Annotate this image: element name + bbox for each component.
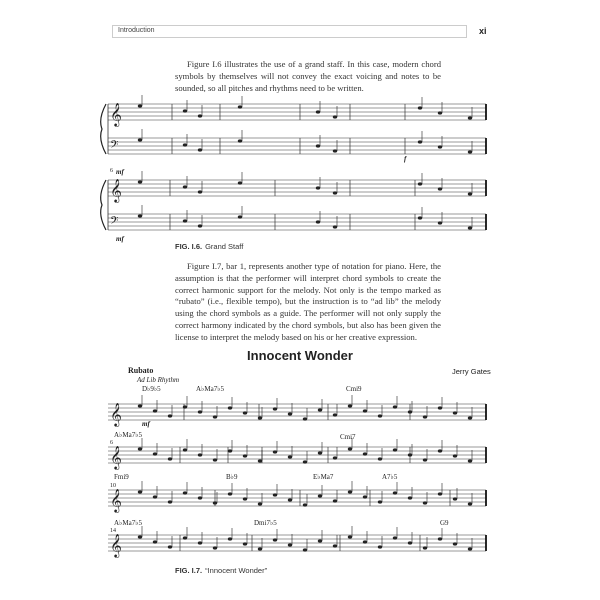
notehead [198,114,202,117]
notehead [333,191,337,194]
notehead [153,409,157,412]
chord-symbol: B♭9 [226,473,238,481]
notehead [438,111,442,114]
measure-number: 10 [110,483,116,489]
composer: Jerry Gates [452,367,491,376]
notehead [303,417,307,420]
notehead [168,545,172,548]
notehead [418,216,422,219]
notehead [333,115,337,118]
notehead [468,459,472,462]
notehead [168,457,172,460]
notehead [333,413,337,416]
paragraph-2: Figure I.7, bar 1, represents another type of notation for piano. Here, the assumption is that the performer will interpret chord symbols to create the correct harmonic support for the melody. Not only is the tempo marked as “rubato” (i.e., flexible tempo), but the instruction is to “ad lib” the melody using the chord symbols as a guide. The performer will not only supply the correct harmony indicated by the chord symbols, but also has been given the license to interpret the melody based on his or her creative expression. [175,261,441,342]
notehead [168,500,172,503]
dynamic-mf: mf [142,420,150,428]
notehead [348,490,352,493]
notehead [393,491,397,494]
notehead [348,447,352,450]
notehead [238,215,242,218]
notehead [453,454,457,457]
chord-symbol: G9 [440,519,449,527]
chord-symbol: A♭Ma7♭5 [114,431,142,439]
notehead [423,415,427,418]
notehead [198,496,202,499]
notehead [316,186,320,189]
measure-number: 6 [110,168,113,174]
notehead [183,405,187,408]
notehead [183,536,187,539]
notehead [138,180,142,183]
treble-clef-icon: 𝄞 [110,533,122,557]
notehead [183,491,187,494]
notehead [316,110,320,113]
notehead [468,547,472,550]
notehead [333,225,337,228]
notehead [418,140,422,143]
notehead [198,148,202,151]
figure-caption-2: FIG. I.7. “Innocent Wonder” [175,566,268,575]
notehead [393,536,397,539]
notehead [423,546,427,549]
tempo-marking: Rubato [128,366,154,375]
notehead [318,451,322,454]
notehead [468,150,472,153]
notehead [228,537,232,540]
notehead [228,406,232,409]
brace [101,104,106,154]
notehead [408,453,412,456]
treble-clef-icon: 𝄞 [110,488,122,512]
notehead [348,535,352,538]
notehead [243,411,247,414]
measure-number: 14 [110,528,116,534]
notehead [228,492,232,495]
notehead [348,404,352,407]
notehead [273,538,277,541]
notehead [468,116,472,119]
chord-symbol: D♭9♭5 [142,385,161,393]
notehead [318,494,322,497]
notehead [213,546,217,549]
notehead [183,219,187,222]
notehead [423,501,427,504]
notehead [318,539,322,542]
notehead [333,149,337,152]
notehead [288,455,292,458]
notehead [468,192,472,195]
notehead [198,541,202,544]
chord-symbol: E♭Ma7 [313,473,334,481]
notehead [438,221,442,224]
notehead [438,537,442,540]
notehead [393,405,397,408]
notehead [378,545,382,548]
notehead [273,450,277,453]
notehead [363,495,367,498]
bass-clef-icon: 𝄢 [110,139,119,154]
notehead [453,411,457,414]
notehead [303,503,307,506]
notehead [168,414,172,417]
notehead [453,497,457,500]
notehead [333,499,337,502]
notehead [198,224,202,227]
notehead [238,139,242,142]
notehead [288,543,292,546]
notehead [243,542,247,545]
figure-caption-1: FIG. I.6. Grand Staff [175,242,244,251]
notehead [363,452,367,455]
notehead [273,407,277,410]
notehead [468,226,472,229]
measure-number: 6 [110,440,113,446]
notehead [438,145,442,148]
notehead [316,220,320,223]
page-number: xi [479,26,487,36]
notehead [333,544,337,547]
notehead [138,104,142,107]
notehead [153,540,157,543]
chord-symbol: Cmi7 [340,433,356,441]
notehead [198,190,202,193]
ad-lib-instruction: Ad Lib Rhythm [137,376,179,384]
notehead [183,185,187,188]
notehead [288,412,292,415]
notehead [228,449,232,452]
notehead [273,493,277,496]
notehead [258,459,262,462]
dynamic-mf: mf [116,168,124,176]
notehead [153,452,157,455]
chord-symbol: Fmi9 [114,473,129,481]
notehead [378,457,382,460]
notehead [333,456,337,459]
notehead [408,496,412,499]
dynamic-f: f [404,155,407,163]
notehead [316,144,320,147]
notehead [153,495,157,498]
notehead [138,535,142,538]
notehead [138,447,142,450]
notehead [183,143,187,146]
notehead [378,500,382,503]
dynamic-mf: mf [116,235,124,243]
notehead [258,416,262,419]
notehead [363,409,367,412]
notehead [318,408,322,411]
treble-clef-icon: 𝄞 [110,178,122,202]
bass-clef-icon: 𝄢 [110,215,119,230]
notehead [438,187,442,190]
section-title: Introduction [118,27,155,34]
treble-clef-icon: 𝄞 [110,402,122,426]
score-title: Innocent Wonder [247,348,353,363]
notehead [418,106,422,109]
notehead [183,109,187,112]
notehead [138,490,142,493]
notehead [198,453,202,456]
notehead [408,410,412,413]
notehead [183,448,187,451]
notehead [393,448,397,451]
notehead [238,181,242,184]
notehead [418,182,422,185]
notehead [468,502,472,505]
notehead [258,502,262,505]
notehead [423,458,427,461]
notehead [438,406,442,409]
treble-clef-icon: 𝄞 [110,445,122,469]
notehead [138,214,142,217]
notehead [303,460,307,463]
notehead [303,548,307,551]
notehead [453,542,457,545]
chord-symbol: Cmi9 [346,385,362,393]
notehead [363,540,367,543]
notehead [238,105,242,108]
notehead [378,414,382,417]
notehead [243,454,247,457]
notehead [258,547,262,550]
chord-symbol: A7♭5 [382,473,398,481]
notehead [438,449,442,452]
notehead [213,501,217,504]
notehead [213,415,217,418]
notehead [243,497,247,500]
brace [101,180,106,230]
chord-symbol: A♭Ma7♭5 [114,519,142,527]
paragraph-1: Figure I.6 illustrates the use of a grand staff. In this case, modern chord symbols by themselves will not convey the exact voicing and notes to be sounded, so all pitches and rhythms need to be written. [175,59,441,93]
chord-symbol: A♭Ma7♭5 [196,385,224,393]
notehead [213,458,217,461]
notehead [468,416,472,419]
notehead [198,410,202,413]
chord-symbol: Dmi7♭5 [254,519,277,527]
notehead [138,404,142,407]
treble-clef-icon: 𝄞 [110,102,122,126]
notehead [138,138,142,141]
notehead [288,498,292,501]
notehead [438,492,442,495]
notehead [408,541,412,544]
